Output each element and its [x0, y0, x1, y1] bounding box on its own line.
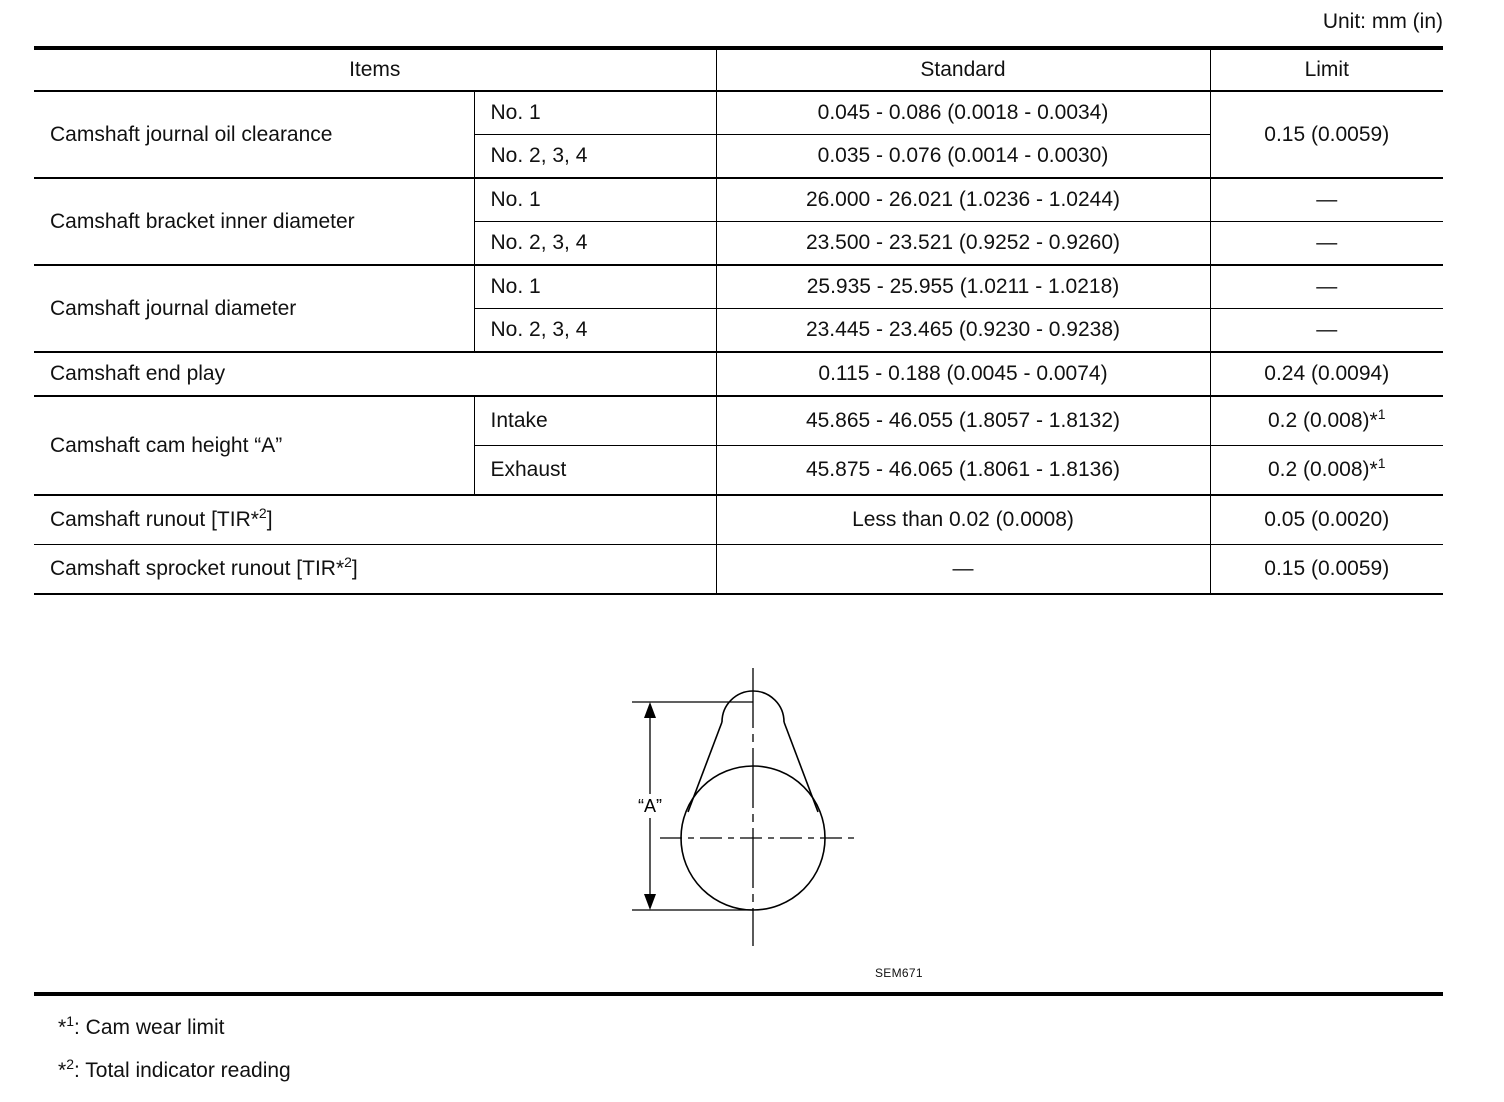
label-close: ] — [266, 508, 273, 531]
cam-flank-left — [688, 722, 722, 812]
limit-value: 0.15 (0.0059) — [1210, 545, 1443, 595]
limit-value: 0.15 (0.0059) — [1210, 91, 1443, 178]
row-label-sprocket-runout — [34, 545, 716, 595]
limit-value: 0.05 (0.0020) — [1210, 495, 1443, 545]
arrow-up — [644, 702, 656, 718]
limit-value — [1210, 446, 1443, 496]
sub-label: No. 2, 3, 4 — [474, 222, 716, 266]
standard-value: 25.935 - 25.955 (1.0211 - 1.0218) — [716, 265, 1210, 309]
standard-value: 45.875 - 46.065 (1.8061 - 1.8136) — [716, 446, 1210, 496]
sub-label: No. 2, 3, 4 — [474, 135, 716, 179]
label-close: ] — [351, 557, 358, 580]
table-row — [34, 545, 1443, 595]
cam-height-diagram — [620, 660, 880, 960]
limit-text: 0.2 (0.008)* — [1267, 409, 1378, 432]
limit-value: — — [1210, 265, 1443, 309]
footnote-number: 2 — [66, 1056, 74, 1072]
header-limit: Limit — [1210, 48, 1443, 91]
footnote-mark: * — [58, 1059, 67, 1082]
dimension-label: “A” — [638, 796, 662, 816]
camshaft-spec-table — [34, 46, 1443, 595]
footnote-1 — [58, 1013, 225, 1040]
table-row — [34, 178, 1443, 222]
table-row — [34, 396, 1443, 446]
footnote-ref: 1 — [1377, 406, 1386, 422]
row-label-end-play: Camshaft end play — [34, 352, 716, 396]
standard-value: — — [716, 545, 1210, 595]
footnote-ref: 1 — [1377, 455, 1386, 471]
row-label-journal-oil-clearance: Camshaft journal oil clearance — [50, 122, 333, 146]
table-row — [34, 265, 1443, 309]
sub-label: Intake — [474, 396, 716, 446]
limit-value: — — [1210, 222, 1443, 266]
limit-value: — — [1210, 178, 1443, 222]
footnote-ref: 2 — [344, 554, 352, 570]
footnote-mark: * — [58, 1016, 67, 1039]
row-label-bracket-inner-diameter: Camshaft bracket inner diameter — [34, 178, 474, 265]
sub-label: No. 1 — [474, 265, 716, 309]
table-row — [34, 91, 1443, 135]
sub-label: No. 2, 3, 4 — [474, 309, 716, 353]
standard-value: 45.865 - 46.055 (1.8057 - 1.8132) — [716, 396, 1210, 446]
sub-label: No. 1 — [474, 91, 716, 135]
sub-label: No. 1 — [474, 178, 716, 222]
footnote-text: : Cam wear limit — [73, 1016, 225, 1039]
footer-divider — [34, 992, 1443, 996]
table-row — [34, 495, 1443, 545]
sub-label: Exhaust — [474, 446, 716, 496]
limit-text: 0.2 (0.008)* — [1267, 458, 1378, 481]
footnote-ref: 2 — [258, 505, 267, 521]
limit-value: — — [1210, 309, 1443, 353]
label-text: Camshaft runout [TIR* — [50, 508, 259, 531]
label-text: Camshaft sprocket runout [TIR* — [50, 557, 345, 580]
row-label-runout — [34, 495, 716, 545]
limit-value — [1210, 396, 1443, 446]
footnote-number: 1 — [66, 1013, 74, 1029]
footnote-text: : Total indicator reading — [73, 1059, 291, 1082]
header-items: Items — [34, 48, 716, 91]
standard-value: 23.500 - 23.521 (0.9252 - 0.9260) — [716, 222, 1210, 266]
standard-value: 0.115 - 0.188 (0.0045 - 0.0074) — [716, 352, 1210, 396]
standard-value: 26.000 - 26.021 (1.0236 - 1.0244) — [716, 178, 1210, 222]
cam-flank-right — [784, 722, 818, 812]
unit-label: Unit: mm (in) — [1322, 10, 1443, 33]
standard-value: 0.035 - 0.076 (0.0014 - 0.0030) — [716, 135, 1210, 179]
header-standard: Standard — [716, 48, 1210, 91]
row-label-journal-diameter: Camshaft journal diameter — [34, 265, 474, 352]
arrow-down — [644, 894, 656, 910]
standard-value: Less than 0.02 (0.0008) — [716, 495, 1210, 545]
standard-value: 23.445 - 23.465 (0.9230 - 0.9238) — [716, 309, 1210, 353]
footnote-2 — [58, 1056, 291, 1083]
standard-value: 0.045 - 0.086 (0.0018 - 0.0034) — [716, 91, 1210, 135]
figure-code: SEM671 — [875, 966, 923, 980]
limit-value: 0.24 (0.0094) — [1210, 352, 1443, 396]
table-header-row — [34, 48, 1443, 91]
table-row — [34, 352, 1443, 396]
row-label-cam-height: Camshaft cam height “A” — [34, 396, 474, 495]
